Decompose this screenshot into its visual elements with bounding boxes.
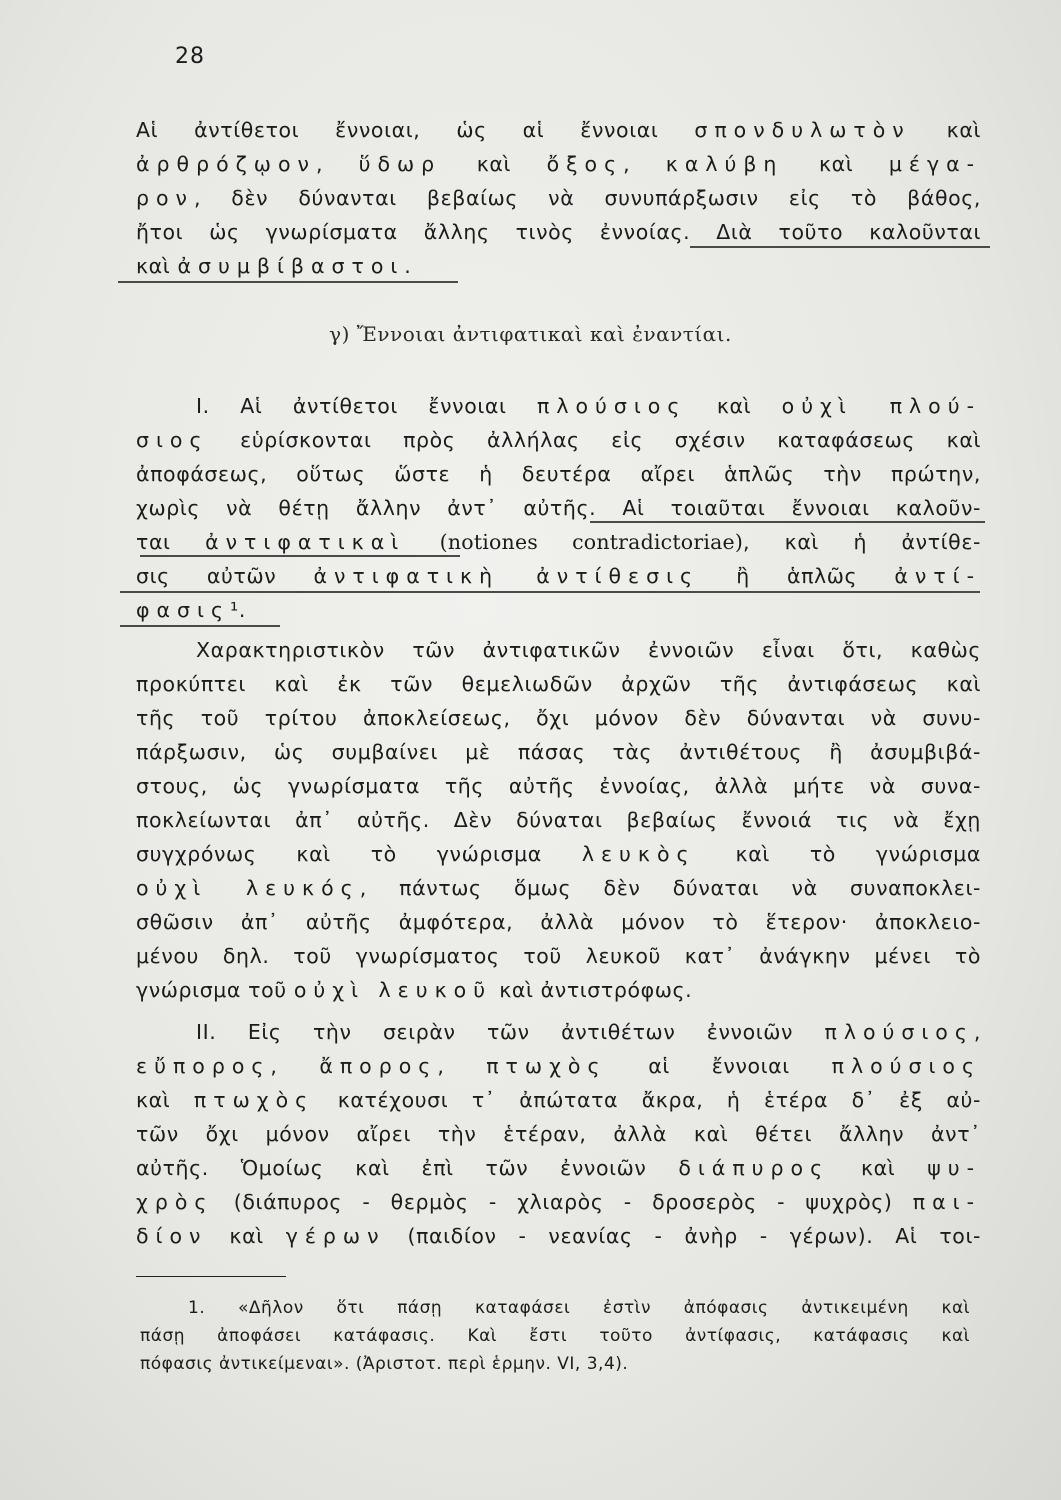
footnote-line-2: πάσῃ ἀποφάσει κατάφασις. Καὶ ἔστι τοῦτο ἀντίφασις, κατάφασις καὶ bbox=[140, 1326, 970, 1346]
spaced-emphasis: οὐχὶ λευκός bbox=[136, 876, 360, 900]
spaced-emphasis: φασις bbox=[136, 598, 230, 622]
paragraph2-line-3: ἀποφάσεως, οὕτως ὥστε ἡ δευτέρα αἴρει ἁπλῶς τὴν πρώτην, bbox=[136, 462, 981, 486]
spaced-emphasis: ἀντί- bbox=[894, 564, 981, 588]
paragraph2-line-5: ται ἀντιφατικαὶ (notiones contradictoriae), καὶ ἡ ἀντίθε- bbox=[136, 530, 981, 554]
spaced-emphasis: γέρων bbox=[285, 1224, 386, 1248]
underline-mark bbox=[120, 591, 980, 593]
footnote-line-1: 1. «Δῆλον ὅτι πάσῃ καταφάσει ἐστὶν ἀπόφασις ἀντικειμένη καὶ bbox=[188, 1298, 970, 1318]
section-heading: γ) Ἔννοιαι ἀντιφατικαὶ καὶ ἐναντίαι. bbox=[329, 322, 732, 346]
paragraph4-line-3: καὶ πτωχὸς κατέχουσι τ᾽ ἀπώτατα ἄκρα, ἡ ἑτέρα δ᾽ ἐξ αὐ- bbox=[136, 1088, 981, 1112]
paragraph1-line-3: ρον, δὲν δύνανται βεβαίως νὰ συνυπάρξωσιν εἰς τὸ βάθος, bbox=[136, 186, 981, 210]
spaced-emphasis: πλούσιος bbox=[537, 394, 687, 418]
paragraph1-line-5: καὶ ἀσυμβίβαστοι. bbox=[136, 254, 412, 278]
spaced-emphasis: καλύβη bbox=[665, 152, 784, 176]
spaced-emphasis: ἀντιφατικὴ bbox=[313, 564, 500, 588]
paragraph2-line-4: χωρὶς νὰ θέτῃ ἄλλην ἀντ᾽ αὐτῆς. Αἱ τοιαῦται ἔννοιαι καλοῦν- bbox=[136, 496, 981, 520]
paragraph2-line-2: σιος εὑρίσκονται πρὸς ἀλλήλας εἰς σχέσιν καταφάσεως καὶ bbox=[136, 428, 981, 452]
paragraph1-line-4: ἤτοι ὡς γνωρίσματα ἄλλης τινὸς ἐννοίας. Διὰ τοῦτο καλοῦνται bbox=[136, 220, 981, 244]
underline-mark bbox=[120, 625, 280, 627]
spaced-emphasis: πτωχὸς bbox=[486, 1054, 607, 1078]
spaced-emphasis: μέγα- bbox=[888, 152, 981, 176]
paragraph1-line-2: ἀρθρόζῳον, ὕδωρ καὶ ὄξος, καλύβη καὶ μέγα- bbox=[136, 152, 981, 176]
spaced-emphasis: οὐχὶ πλού- bbox=[781, 394, 981, 418]
underline-mark bbox=[140, 555, 460, 557]
paragraph3-line-2: προκύπτει καὶ ἐκ τῶν θεμελιωδῶν ἀρχῶν τῆς ἀντιφάσεως καὶ bbox=[136, 672, 981, 696]
paragraph3-line-4: πάρξωσιν, ὡς συμβαίνει μὲ πάσας τὰς ἀντιθέτους ἢ ἀσυμβιβά- bbox=[136, 740, 981, 764]
paragraph3-line-11: γνώρισμα τοῦ οὐχὶ λευκοῦ καὶ ἀντιστρόφως. bbox=[136, 978, 693, 1002]
spaced-emphasis: ὄξος bbox=[546, 152, 624, 176]
spaced-emphasis: οὐχὶ λευκοῦ bbox=[293, 978, 493, 1002]
paragraph2-line-1: I. Αἱ ἀντίθετοι ἔννοιαι πλούσιος καὶ οὐχὶ πλού- bbox=[196, 394, 981, 418]
spaced-emphasis: ἄπορος bbox=[319, 1054, 438, 1078]
underline-mark bbox=[690, 246, 990, 248]
paragraph3-line-10: μένου δηλ. τοῦ γνωρίσματος τοῦ λευκοῦ κατ᾽ ἀνάγκην μένει τὸ bbox=[136, 944, 981, 968]
spaced-emphasis: ψυ- bbox=[927, 1156, 981, 1180]
spaced-emphasis: πλούσιος bbox=[831, 1054, 981, 1078]
underline-mark bbox=[590, 521, 985, 523]
paragraph3-line-1: Χαρακτηριστικὸν τῶν ἀντιφατικῶν ἐννοιῶν εἶναι ὅτι, καθὼς bbox=[196, 638, 981, 662]
spaced-emphasis: δίον bbox=[136, 1224, 208, 1248]
paragraph3-line-3: τῆς τοῦ τρίτου ἀποκλείσεως, ὄχι μόνον δὲν δύνανται νὰ συνυ- bbox=[136, 706, 981, 730]
paragraph3-line-8: οὐχὶ λευκός, πάντως ὅμως δὲν δύναται νὰ συναποκλει- bbox=[136, 876, 981, 900]
spaced-emphasis: ἀρθρόζῳον bbox=[136, 152, 316, 176]
footnote-separator bbox=[136, 1276, 286, 1277]
paragraph4-line-4: τῶν ὄχι μόνον αἴρει τὴν ἑτέραν, ἀλλὰ καὶ θέτει ἄλλην ἀντ᾽ bbox=[136, 1122, 981, 1146]
paragraph2-line-6: σις αὐτῶν ἀντιφατικὴ ἀντίθεσις ἢ ἁπλῶς ἀντί- bbox=[136, 564, 981, 588]
spaced-emphasis: λευκὸς bbox=[581, 842, 696, 866]
paragraph4-line-7: δίον καὶ γέρων (παιδίον - νεανίας - ἀνὴρ - γέρων). Αἱ τοι- bbox=[136, 1224, 981, 1248]
spaced-emphasis: ρον bbox=[136, 186, 195, 210]
paragraph3-line-5: στους, ὡς γνωρίσματα τῆς αὐτῆς ἐννοίας, ἀλλὰ μήτε νὰ συνα- bbox=[136, 774, 981, 798]
paragraph4-line-1: II. Εἰς τὴν σειρὰν τῶν ἀντιθέτων ἐννοιῶν πλούσιος, bbox=[196, 1020, 981, 1044]
spaced-emphasis: ἀντίθεσις bbox=[536, 564, 700, 588]
paragraph4-line-2: εὔπορος, ἄπορος, πτωχὸς αἱ ἔννοιαι πλούσιος bbox=[136, 1054, 981, 1078]
footnote-line-3: πόφασις ἀντικείμεναι». (Ἀριστοτ. περὶ ἑρμην. VI, 3,4). bbox=[140, 1354, 629, 1374]
paragraph4-line-5: αὐτῆς. Ὁμοίως καὶ ἐπὶ τῶν ἐννοιῶν διάπυρος καὶ ψυ- bbox=[136, 1156, 981, 1180]
spaced-emphasis: εὔπορος bbox=[136, 1054, 271, 1078]
spaced-emphasis: παι- bbox=[912, 1190, 981, 1214]
paragraph2-line-7: φασις¹. bbox=[136, 598, 246, 622]
paragraph1-line-1: Αἱ ἀντίθετοι ἔννοιαι, ὡς αἱ ἔννοιαι σπονδυλωτὸν καὶ bbox=[136, 118, 981, 142]
page-number: 28 bbox=[175, 44, 205, 69]
spaced-emphasis: ἀντιφατικαὶ bbox=[205, 530, 406, 554]
spaced-emphasis: χρὸς bbox=[136, 1190, 214, 1214]
spaced-emphasis: ἀσυμβίβαστοι bbox=[177, 254, 405, 278]
spaced-emphasis: σιος bbox=[136, 428, 209, 452]
underline-mark bbox=[118, 281, 458, 283]
paragraph4-line-6: χρὸς (διάπυρος - θερμὸς - χλιαρὸς - δροσερὸς - ψυχρὸς) παι- bbox=[136, 1190, 981, 1214]
paragraph3-line-9: σθῶσιν ἀπ᾽ αὐτῆς ἀμφότερα, ἀλλὰ μόνον τὸ ἕτερον· ἀποκλειο- bbox=[136, 910, 981, 934]
spaced-emphasis: ὕδωρ bbox=[358, 152, 442, 176]
spaced-emphasis: πτωχὸς bbox=[193, 1088, 315, 1112]
paragraph3-line-6: ποκλείωνται ἀπ᾽ αὐτῆς. Δὲν δύναται βεβαίως ἔννοιά τις νὰ ἔχῃ bbox=[136, 808, 981, 832]
paragraph3-line-7: συγχρόνως καὶ τὸ γνώρισμα λευκὸς καὶ τὸ γνώρισμα bbox=[136, 842, 981, 866]
spaced-emphasis: σπονδυλωτὸν bbox=[694, 118, 911, 142]
latin-term: (notiones contradictoriae) bbox=[439, 530, 744, 554]
spaced-emphasis: διάπυρος bbox=[678, 1156, 830, 1180]
spaced-emphasis: πλούσιος bbox=[824, 1020, 974, 1044]
